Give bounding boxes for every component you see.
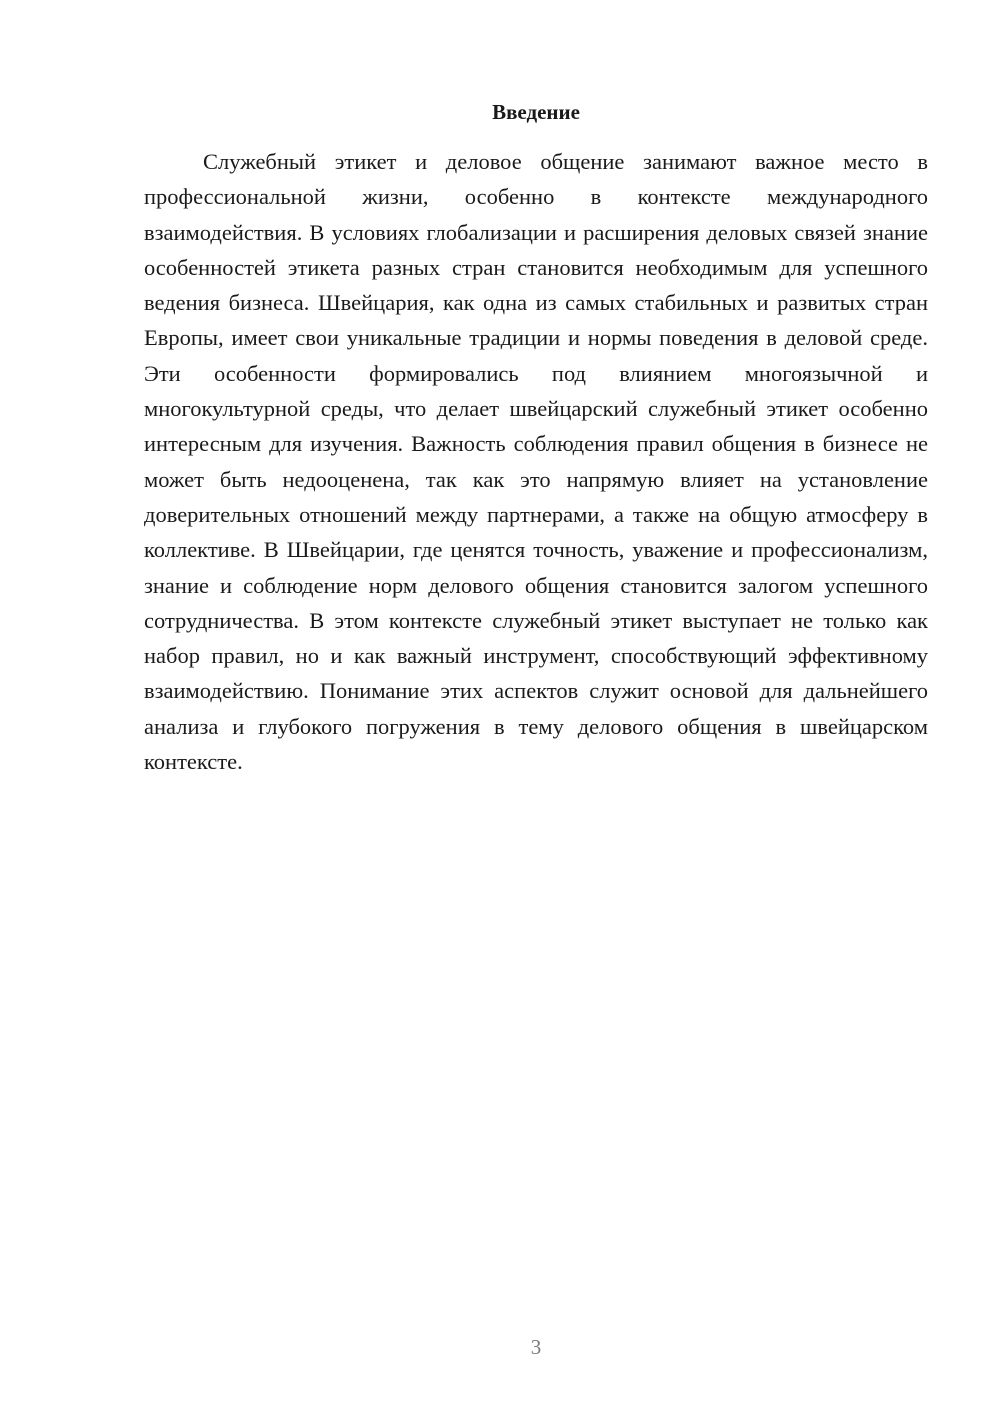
page-number: 3: [530, 1335, 542, 1359]
body-paragraph: Служебный этикет и деловое общение занимают важное место в профессиональной жизни, особенно в контексте международного взаимодействия. В условиях глобализации и расширения деловых связей знание особенностей этикета разных стран становится необходимым для успешного ведения бизнеса. Швейцария, как одна из самых стабильных и развитых стран Европы, имеет свои уникальные традиции и нормы поведения в деловой среде. Эти особенности формировались под влиянием многоязычной и многокультурной среды, что делает швейцарский служебный этикет особенно интересным для изучения. Важность соблюдения правил общения в бизнесе не может быть недооценена, так как это напрямую влияет на установление доверительных отношений между партнерами, а также на общую атмосферу в коллективе. В Швейцарии, где ценятся точность, уважение и профессионализм, знание и соблюдение норм делового общения становится залогом успешного сотрудничества. В этом контексте служебный этикет выступает не только как набор правил, но и как важный инструмент, способствующий эффективному взаимодействию. Понимание этих аспектов служит основой для дальнейшего анализа и глубокого погружения в тему делового общения в швейцарском контексте.: [144, 149, 928, 775]
section-heading: Введение: [492, 100, 580, 124]
